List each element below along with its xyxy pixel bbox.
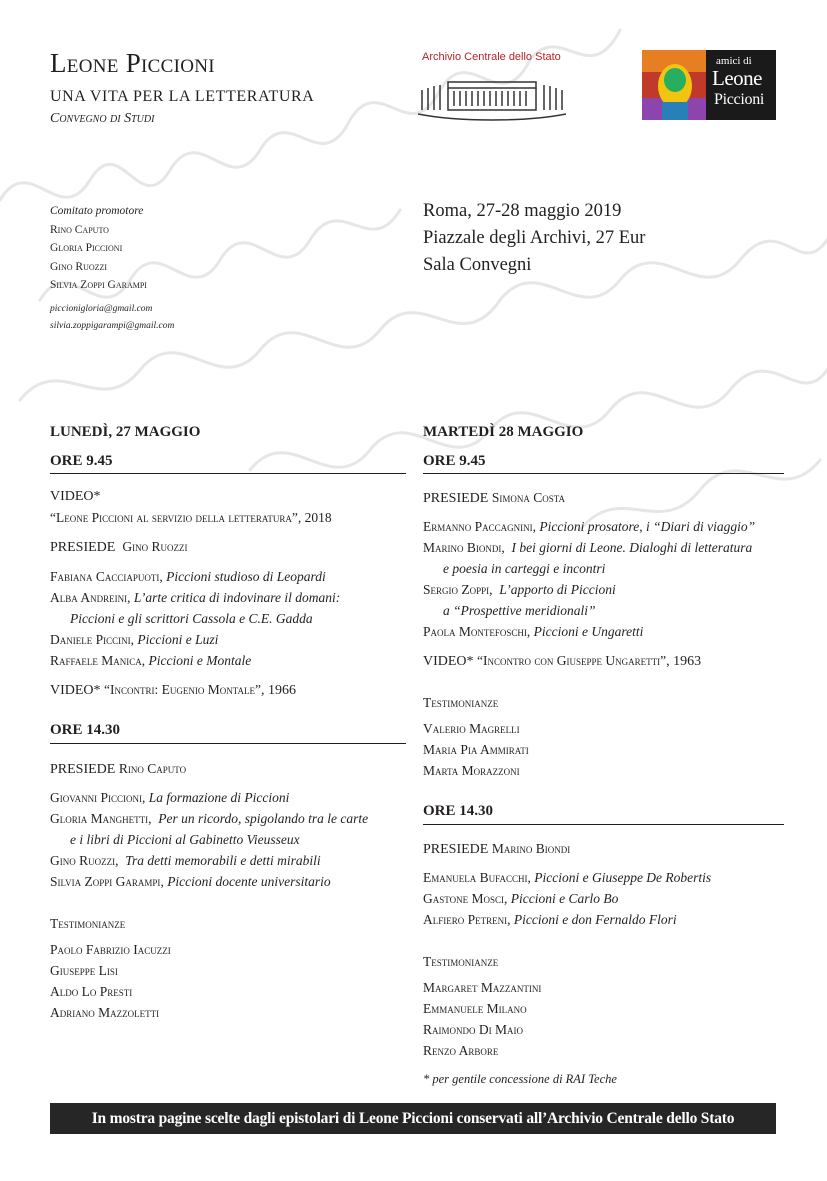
talk-title: Piccioni docente universitario [167, 874, 331, 889]
talk-title: L’arte critica di indovinare il domani: [133, 590, 341, 605]
video-title: “Incontri: Eugenio Montale” [104, 682, 262, 697]
talk-title-continued: e i libri di Piccioni al Gabinetto Vieusseux [70, 832, 300, 847]
speaker-name: Emanuela Bufacchi [423, 870, 528, 885]
event-type: Convegno di Studi [50, 111, 155, 126]
testimony-name: Aldo Lo Presti [50, 984, 133, 999]
speaker-name: Ermanno Paccagnini [423, 519, 533, 534]
speaker-name: Gastone Mosci [423, 891, 504, 906]
organizing-committee [50, 202, 147, 295]
testimony-name: Giuseppe Lisi [50, 963, 118, 978]
talk-item: Marino Biondi, I bei giorni di Leone. Dialoghi di letteratura [423, 540, 753, 555]
talk-title-continued: e poesia in carteggi e incontri [443, 561, 606, 576]
day2-afternoon-hour: ORE 14.30 [423, 803, 494, 819]
speaker-name: Marino Biondi [423, 540, 502, 555]
talk-title-continued: Piccioni e gli scrittori Cassola e C.E. Gadda [70, 611, 313, 626]
testimony-name: Maria Pia Ammirati [423, 742, 529, 757]
testimony-name: Emmanuele Milano [423, 1001, 527, 1016]
talk-item: Fabiana Cacciapuoti, Piccioni studioso di Leopardi [50, 569, 326, 584]
talk-title: La formazione di Piccioni [148, 790, 290, 805]
speaker-name: Gloria Manghetti [50, 811, 149, 826]
event-address: Piazzale degli Archivi, 27 Eur [423, 228, 646, 248]
talk-title: Piccioni e Luzi [137, 632, 219, 647]
talk-item: Paola Montefoschi, Piccioni e Ungaretti [423, 624, 644, 639]
speaker-name: Fabiana Cacciapuoti [50, 569, 160, 584]
chair-name: Marino Biondi [491, 841, 571, 856]
talk-title: Piccioni prosatore, i “Diari di viaggio” [539, 519, 756, 534]
committee-member: Silvia Zoppi Garampi [50, 279, 147, 291]
speaker-name: Silvia Zoppi Garampi [50, 874, 161, 889]
video-title: “Incontro con Giuseppe Ungaretti” [477, 653, 667, 668]
email-link[interactable]: silvia.zoppigarampi@gmail.com [50, 321, 175, 331]
speaker-name: Gino Ruozzi [50, 853, 116, 868]
event-title: Leone Piccioni [50, 48, 215, 78]
speaker-name: Daniele Piccini [50, 632, 131, 647]
speaker-name: Alfiero Petreni [423, 912, 508, 927]
chair-line [50, 539, 187, 556]
chair-name: Rino Caputo [118, 761, 187, 776]
talk-item: Gloria Manghetti, Per un ricordo, spigolando tra le carte [50, 811, 369, 826]
divider [50, 473, 406, 474]
committee-member: Gloria Piccioni [50, 242, 123, 254]
day1-afternoon-hour: ORE 14.30 [50, 722, 121, 738]
testimonies-label: Testimonianze [50, 916, 126, 931]
talk-title: I bei giorni di Leone. Dialoghi di letteratura [511, 540, 753, 555]
talk-item: Daniele Piccini, Piccioni e Luzi [50, 632, 219, 647]
talk-item: Alba Andreini, L’arte critica di indovinare il domani: [50, 590, 341, 605]
contact-emails [50, 301, 174, 335]
footnote: * per gentile concessione di RAI Teche [423, 1072, 617, 1086]
chair-line [423, 841, 570, 858]
talk-item: Silvia Zoppi Garampi, Piccioni docente universitario [50, 874, 331, 889]
speaker-name: Raffaele Manica [50, 653, 142, 668]
day2-title: MARTEDÌ 28 MAGGIO [423, 424, 584, 440]
talk-title: Piccioni studioso di Leopardi [166, 569, 326, 584]
talk-item: Gino Ruozzi, Tra detti memorabili e detti mirabili [50, 853, 321, 868]
video-item [50, 510, 332, 526]
talk-title: Piccioni e don Fernaldo Flori [513, 912, 677, 927]
day2-morning-hour: ORE 9.45 [423, 453, 486, 469]
amici-piccioni-text: Piccioni [714, 91, 765, 108]
testimony-name: Valerio Magrelli [423, 721, 520, 736]
event-dates: Roma, 27-28 maggio 2019 [423, 201, 622, 221]
divider [423, 824, 784, 825]
chair-line [50, 761, 186, 778]
talk-title: Piccioni e Montale [148, 653, 252, 668]
email-link[interactable]: piccionigloria@gmail.com [50, 304, 153, 314]
committee-member: Gino Ruozzi [50, 260, 108, 273]
video-title: “Leone Piccioni al servizio della letteratura” [50, 510, 298, 525]
testimony-name: Marta Morazzoni [423, 763, 520, 778]
testimonies-label: Testimonianze [423, 954, 499, 969]
divider [50, 743, 406, 744]
talk-title: Tra detti memorabili e detti mirabili [125, 853, 321, 868]
chair-label: PRESIEDE [423, 491, 489, 506]
testimony-name: Renzo Arbore [423, 1043, 499, 1058]
video-year: , 1966 [261, 683, 297, 698]
archivio-logo-text: Archivio Centrale dello Stato [422, 51, 561, 63]
portrait-image [642, 50, 706, 120]
talk-item: Sergio Zoppi, L’apporto di Piccioni [423, 582, 616, 597]
video-label: VIDEO* [50, 683, 101, 698]
amici-di-text: amici di [716, 55, 752, 67]
day1-title: LUNEDÌ, 27 MAGGIO [50, 424, 201, 440]
talk-title: Piccioni e Carlo Bo [510, 891, 619, 906]
archivio-centrale-logo [418, 48, 566, 128]
talk-title: Per un ricordo, spigolando tra le carte [158, 811, 369, 826]
testimonies-label: Testimonianze [423, 695, 499, 710]
testimony-name: Paolo Fabrizio Iacuzzi [50, 942, 171, 957]
chair-name: Simona Costa [491, 490, 566, 505]
chair-label: PRESIEDE [50, 540, 116, 555]
talk-item: Emanuela Bufacchi, Piccioni e Giuseppe De Robertis [423, 870, 712, 885]
talk-title-continued: a “Prospettive meridionali” [443, 603, 596, 618]
speaker-name: Alba Andreini [50, 590, 128, 605]
testimony-name: Raimondo Di Maio [423, 1022, 523, 1037]
chair-name: Gino Ruozzi [122, 539, 188, 554]
talk-item: Giovanni Piccioni, La formazione di Piccioni [50, 790, 290, 805]
speaker-name: Sergio Zoppi [423, 582, 490, 597]
committee-member: Rino Caputo [50, 223, 109, 236]
video-year: , 1963 [666, 654, 702, 669]
chair-line [423, 490, 565, 507]
talk-title: Piccioni e Giuseppe De Robertis [534, 870, 712, 885]
event-room: Sala Convegni [423, 255, 532, 275]
amici-leone-text: Leone [712, 66, 762, 90]
divider [423, 473, 784, 474]
video-year: , 2018 [297, 510, 332, 525]
chair-label: PRESIEDE [50, 762, 116, 777]
video-label: VIDEO* [50, 489, 101, 504]
committee-label: Comitato promotore [50, 205, 144, 217]
talk-title: Piccioni e Ungaretti [533, 624, 644, 639]
video-item [423, 653, 701, 670]
speaker-name: Giovanni Piccioni [50, 790, 142, 805]
talk-item: Ermanno Paccagnini, Piccioni prosatore, i “Diari di viaggio” [423, 519, 756, 534]
chair-label: PRESIEDE [423, 842, 489, 857]
amici-di-leone-piccioni-logo [642, 50, 776, 120]
video-label: VIDEO* [423, 654, 474, 669]
exhibition-banner: In mostra pagine scelte dagli epistolari di Leone Piccioni conservati all’Archivio Centrale dello Stato [50, 1103, 776, 1134]
speaker-name: Paola Montefoschi [423, 624, 527, 639]
day1-morning-hour: ORE 9.45 [50, 453, 113, 469]
event-location [423, 198, 645, 279]
testimony-name: Adriano Mazzoletti [50, 1005, 160, 1020]
video-item [50, 682, 296, 699]
talk-item: Raffaele Manica, Piccioni e Montale [50, 653, 252, 668]
talk-item: Alfiero Petreni, Piccioni e don Fernaldo Flori [423, 912, 677, 927]
testimony-name: Margaret Mazzantini [423, 980, 542, 995]
event-subtitle: UNA VITA PER LA LETTERATURA [50, 88, 315, 105]
talk-title: L’apporto di Piccioni [499, 582, 616, 597]
talk-item: Gastone Mosci, Piccioni e Carlo Bo [423, 891, 619, 906]
